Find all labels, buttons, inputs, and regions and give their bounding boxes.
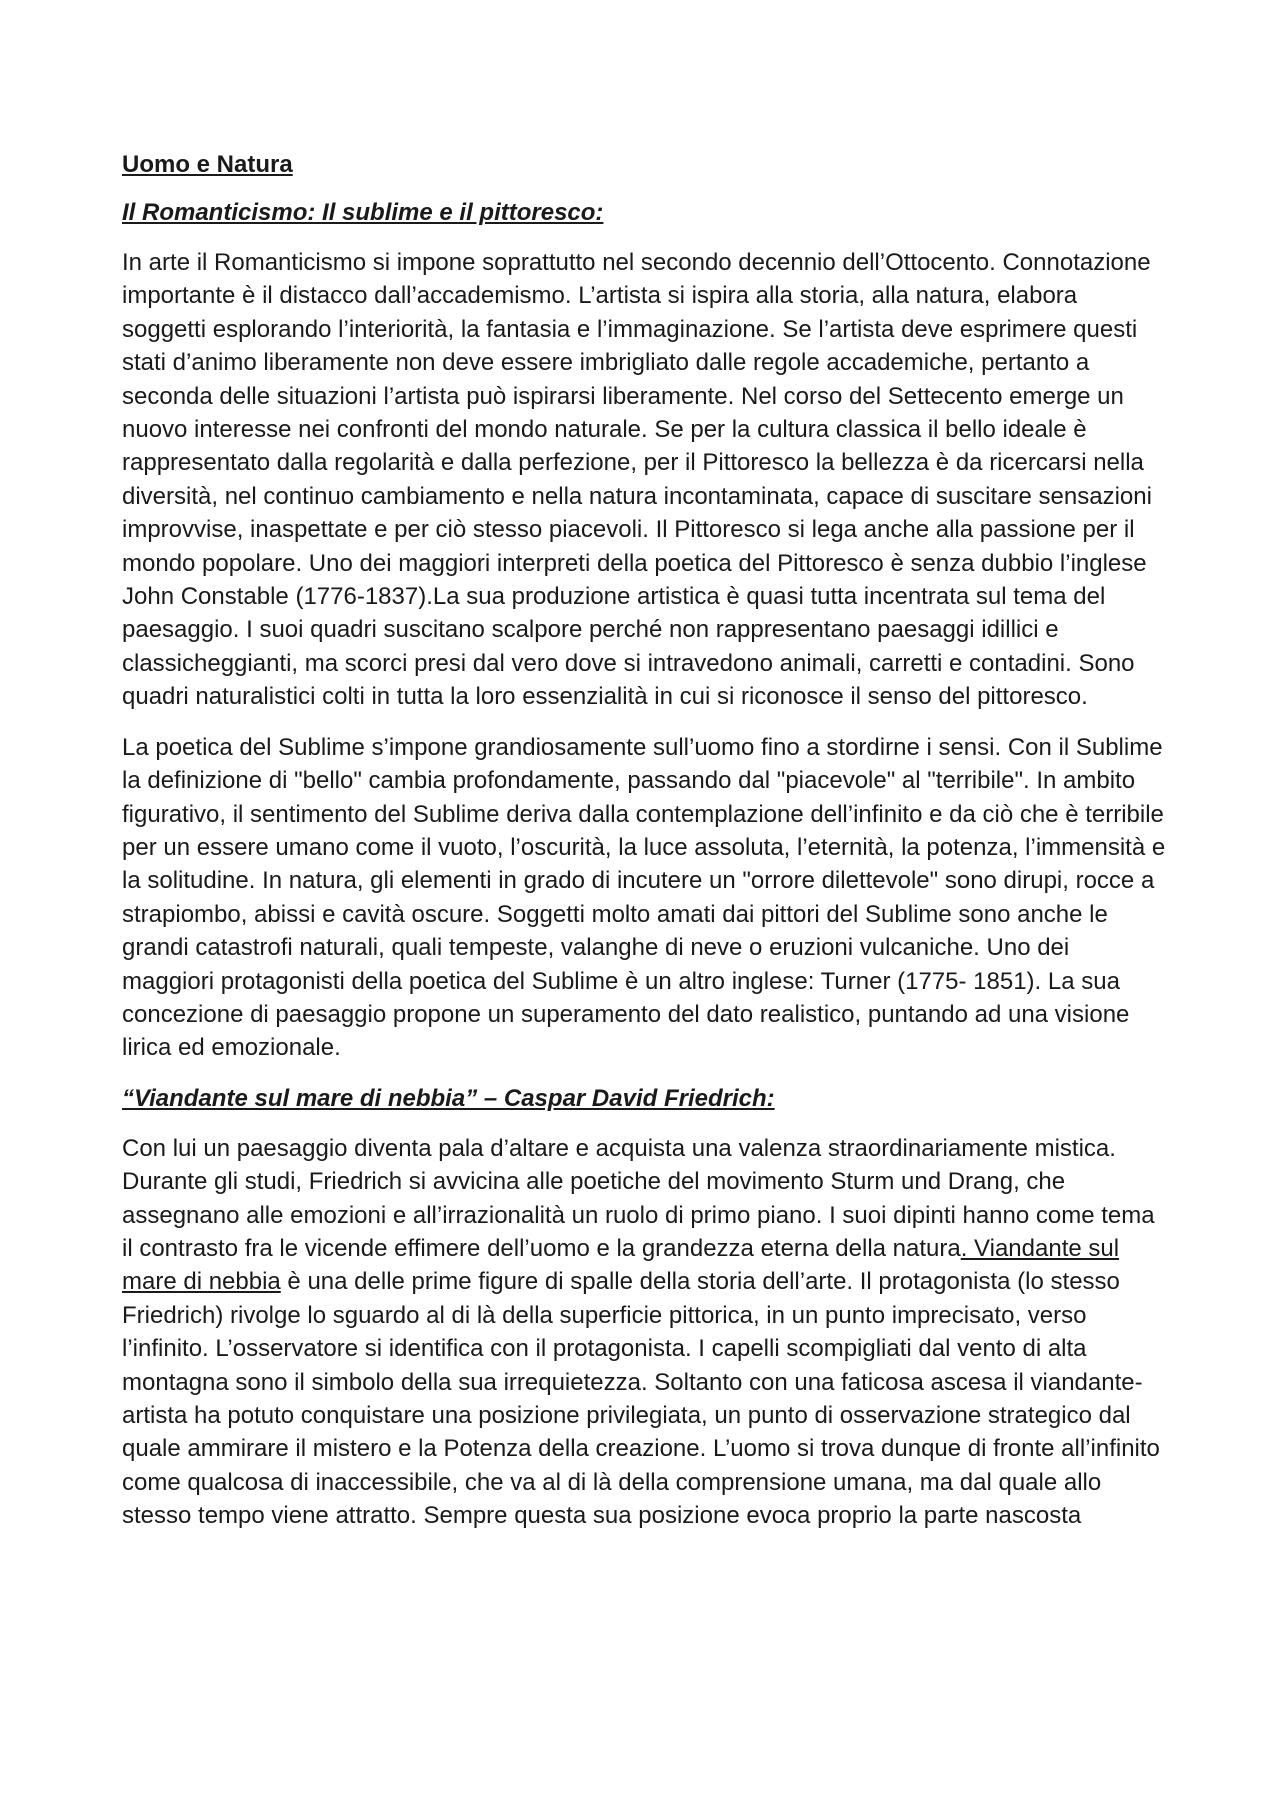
section-heading-romanticismo: Il Romanticismo: Il sublime e il pittoresco: — [122, 199, 604, 226]
painting-title-underlined: . Viandante sul mare di nebbia — [122, 1234, 1120, 1296]
document-title: Uomo e Natura — [122, 151, 293, 178]
paragraph-pittoresco: In arte il Romanticismo si impone soprattutto nel secondo decennio dell’Ottocento. Connotazione importante è il distacco dall’accademismo. L’artista si ispira alla storia, alla natura, elabora soggetti esplorando l’interiorità, la fantasia e l’immaginazione. Se l’artista deve esprimere questi stati d’animo liberamente non deve essere imbrigliato dalle regole accademiche, pertanto a seconda delle situazioni l’artista può ispirarsi liberamente. Nel corso del Settecento emerge un nuovo interesse nei confronti del mondo naturale. Se per la cultura classica il bello ideale è rappresentato dalla regolarità e dalla perfezione, per il Pittoresco la bellezza è da ricercarsi nella diversità, nel continuo cambiamento e nella natura incontaminata, capace di suscitare sensazioni improvvise, inaspettate e per ciò stesso piacevoli. Il Pittoresco si lega anche alla passione per il mondo popolare. Uno dei maggiori interpreti della poetica del Pittoresco è senza dubbio l’inglese John Constable (1776-1837).La sua produzione artistica è quasi tutta incentrata sul tema del paesaggio. I suoi quadri suscitano scalpore perché non rappresentano paesaggi idillici e classicheggianti, ma scorci presi dal vero dove si intravedono animali, carretti e contadini. Sono quadri naturalistici colti in tutta la loro essenzialità in cui si riconosce il senso del pittoresco. — [122, 249, 1152, 711]
paragraph-friedrich-part1: Con lui un paesaggio diventa pala d’altare e acquista una valenza straordinariamente mistica. Durante gli studi, Friedrich si avvicina alle poetiche del movimento Sturm und Drang, che assegnano alle emozioni e all’irrazionalità un ruolo di primo piano. I suoi dipinti hanno come tema il contrasto fra le vicende effimere dell’uomo e la grandezza eterna della natura — [122, 1134, 1155, 1262]
paragraph-sublime: La poetica del Sublime s’impone grandiosamente sull’uomo fino a stordirne i sensi. Con il Sublime la definizione di "bello" cambia profondamente, passando dal "piacevole" al "terribile". In ambito figurativo, il sentimento del Sublime deriva dalla contemplazione dell’infinito e da ciò che è terribile per un essere umano come il vuoto, l’oscurità, la luce assoluta, l’eternità, la potenza, l’immensità e la solitudine. In natura, gli elementi in grado di incutere un "orrore dilettevole" sono dirupi, rocce a strapiombo, abissi e cavità oscure. Soggetti molto amati dai pittori del Sublime sono anche le grandi catastrofi naturali, quali tempeste, valanghe di neve o eruzioni vulcaniche. Uno dei maggiori protagonisti della poetica del Sublime è un altro inglese: Turner (1775- 1851). La sua concezione di paesaggio propone un superamento del dato realistico, puntando ad una visione lirica ed emozionale. — [122, 733, 1166, 1062]
paragraph-friedrich — [122, 1132, 1167, 1533]
document-page — [122, 148, 1167, 1550]
paragraph-friedrich-part2: è una delle prime figure di spalle della storia dell’arte. Il protagonista (lo stesso Friedrich) rivolge lo sguardo al di là della superficie pittorica, in un punto imprecisato, verso l’infinito. L’osservatore si identifica con il protagonista. I capelli scompigliati dal vento di alta montagna sono il simbolo della sua irrequietezza. Soltanto con una faticosa ascesa il viandante-artista ha potuto conquistare una posizione privilegiata, un punto di osservazione strategico dal quale ammirare il mistero e la Potenza della creazione. L’uomo si trova dunque di fronte all’infinito come qualcosa di inaccessibile, che va al di là della comprensione umana, ma dal quale allo stesso tempo viene attratto. Sempre questa sua posizione evoca proprio la parte nascosta — [122, 1268, 1160, 1530]
section-heading-viandante: “Viandante sul mare di nebbia” – Caspar David Friedrich: — [122, 1084, 775, 1112]
